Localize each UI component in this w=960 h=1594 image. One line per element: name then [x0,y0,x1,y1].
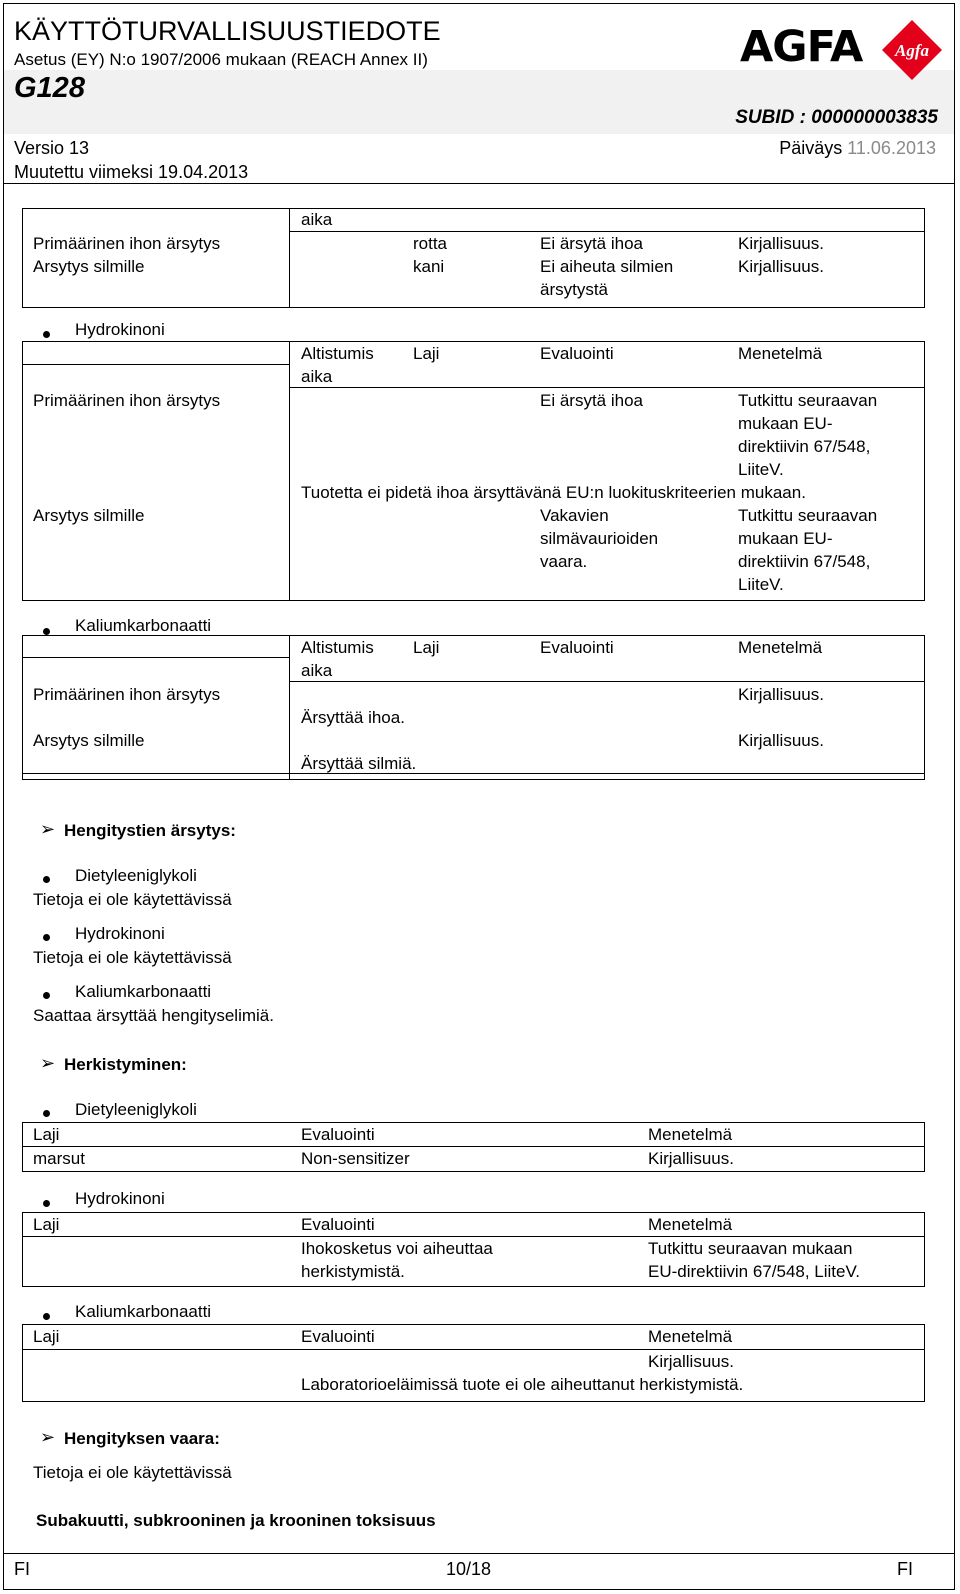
table-cell-evaluation: Vakavien [540,506,609,525]
section-heading: Herkistyminen: [64,1055,187,1074]
table-cell-method: Tutkittu seuraavan mukaan [648,1239,853,1258]
bullet-icon [43,331,50,338]
column-header-method: Menetelmä [648,1215,733,1234]
arrow-bullet-icon: ➢ [40,819,56,839]
column-header-species: Laji [33,1327,60,1346]
table-note: Ärsyttää silmiä. [301,754,417,773]
bullet-icon [43,934,50,941]
table-row-label: Arsytys silmille [33,506,145,525]
product-code: G128 [14,72,85,104]
table-divider [289,208,290,308]
bullet-icon [43,992,50,999]
footer-language-right: FI [897,1559,913,1579]
substance-name: Dietyleeniglykoli [75,866,197,885]
column-header-exposure: Altistumis [301,638,374,657]
table-cell-method: LiiteV. [738,575,784,594]
column-header-method: Menetelmä [648,1327,733,1346]
footer-divider [4,1553,954,1554]
column-header-exposure: Altistumis [301,344,374,363]
column-header-method: Menetelmä [738,638,823,657]
agfa-logo-badge-text: Agfa [895,41,929,60]
column-header-species: Laji [33,1125,60,1144]
table-cell-evaluation: silmävaurioiden [540,529,659,548]
table-note: Tuotetta ei pidetä ihoa ärsyttävänä EU:n luokituskriteerien mukaan. [301,483,806,502]
column-header-species: Laji [413,344,440,363]
table-cell-method: Tutkittu seuraavan [738,391,878,410]
footer-language-left: FI [14,1559,30,1579]
document-title: KÄYTTÖTURVALLISUUSTIEDOTE [14,16,441,46]
table-divider [290,387,925,388]
column-header-evaluation: Evaluointi [540,344,614,363]
arrow-bullet-icon: ➢ [40,1427,56,1447]
column-header-species: Laji [413,638,440,657]
header-divider [4,183,954,184]
table-divider [289,341,290,601]
substance-info: Tietoja ei ole käytettävissä [33,1463,232,1482]
table-cell-method: LiiteV. [738,460,784,479]
table-row-label: Primäärinen ihon ärsytys [33,685,221,704]
table-divider [22,1146,925,1147]
table-divider [290,681,925,682]
table-divider [22,364,290,365]
section-heading: Hengitystien ärsytys: [64,821,236,840]
section-heading: Hengityksen vaara: [64,1429,220,1448]
substance-name: Kaliumkarbonaatti [75,982,212,1001]
date-value: 11.06.2013 [847,138,936,158]
table-cell-evaluation: ärsytystä [540,280,609,299]
table-row-label: Primäärinen ihon ärsytys [33,391,221,410]
subid: SUBID : 000000003835 [735,107,938,128]
table-cell-method: direktiivin 67/548, [738,437,871,456]
table-cell-method: Kirjallisuus. [738,234,824,253]
table-cell-species: marsut [33,1149,85,1168]
issue-date [779,138,936,159]
table-cell-species: rotta [413,234,448,253]
page-number: 10/18 [446,1559,492,1579]
last-modified: Muutettu viimeksi 19.04.2013 [14,162,249,182]
table-note: Ärsyttää ihoa. [301,708,405,727]
column-header-evaluation: Evaluointi [301,1327,375,1346]
table-cell-method: mukaan EU- [738,529,833,548]
table-row-label: Primäärinen ihon ärsytys [33,234,221,253]
column-header-exposure: aika [301,661,333,680]
table-cell-method: direktiivin 67/548, [738,552,871,571]
column-header-species: Laji [33,1215,60,1234]
bullet-icon [43,876,50,883]
table-row-label: Arsytys silmille [33,257,145,276]
subsection-heading: Subakuutti, subkrooninen ja krooninen toksisuus [36,1511,436,1530]
substance-info: Saattaa ärsyttää hengityselimiä. [33,1006,274,1025]
substance-name: Dietyleeniglykoli [75,1100,197,1119]
column-header-evaluation: Evaluointi [301,1125,375,1144]
column-header-evaluation: Evaluointi [301,1215,375,1234]
table-cell-evaluation: herkistymistä. [301,1262,405,1281]
table-note: Laboratorioeläimissä tuote ei ole aiheuttanut herkistymistä. [301,1375,744,1394]
substance-name: Hydrokinoni [75,320,165,339]
table-cell-evaluation: Ei ärsytä ihoa [540,391,643,410]
table-cell-evaluation: Ei ärsytä ihoa [540,234,643,253]
substance-info: Tietoja ei ole käytettävissä [33,948,232,967]
arrow-bullet-icon: ➢ [40,1053,56,1073]
substance-name: Hydrokinoni [75,1189,165,1208]
table-cell-evaluation: Non-sensitizer [301,1149,410,1168]
agfa-logo-icon [880,18,944,82]
table-divider [22,773,925,774]
date-label: Päiväys [779,138,843,158]
bullet-icon [43,1110,50,1117]
agfa-logo-wordmark: AGFA [740,22,863,72]
table-divider [22,1349,925,1350]
column-header-fragment: aika [301,210,333,229]
table-cell-evaluation: Ihokosketus voi aiheuttaa [301,1239,493,1258]
bullet-icon [43,628,50,635]
column-header-method: Menetelmä [738,344,823,363]
column-header-method: Menetelmä [648,1125,733,1144]
table-cell-method: mukaan EU- [738,414,833,433]
table-cell-species: kani [413,257,445,276]
version: Versio 13 [14,138,90,158]
bullet-icon [43,1200,50,1207]
substance-name: Hydrokinoni [75,924,165,943]
sensitization-table-dietyleeniglykoli [22,1122,925,1172]
bullet-icon [43,1313,50,1320]
table-cell-method: Kirjallisuus. [648,1352,734,1371]
substance-name: Kaliumkarbonaatti [75,616,212,635]
table-cell-method: Kirjallisuus. [738,731,824,750]
regulation-subtitle: Asetus (EY) N:o 1907/2006 mukaan (REACH Annex II) [14,50,428,69]
substance-name: Kaliumkarbonaatti [75,1302,212,1321]
table-divider [22,657,290,658]
table-cell-method: Kirjallisuus. [648,1149,734,1168]
substance-info: Tietoja ei ole käytettävissä [33,890,232,909]
column-header-evaluation: Evaluointi [540,638,614,657]
table-cell-method: Kirjallisuus. [738,685,824,704]
column-header-exposure: aika [301,367,333,386]
table-cell-method: EU-direktiivin 67/548, LiiteV. [648,1262,860,1281]
table-cell-method: Kirjallisuus. [738,257,824,276]
table-cell-evaluation: Ei aiheuta silmien [540,257,674,276]
table-cell-evaluation: vaara. [540,552,588,571]
table-row-label: Arsytys silmille [33,731,145,750]
table-cell-method: Tutkittu seuraavan [738,506,878,525]
